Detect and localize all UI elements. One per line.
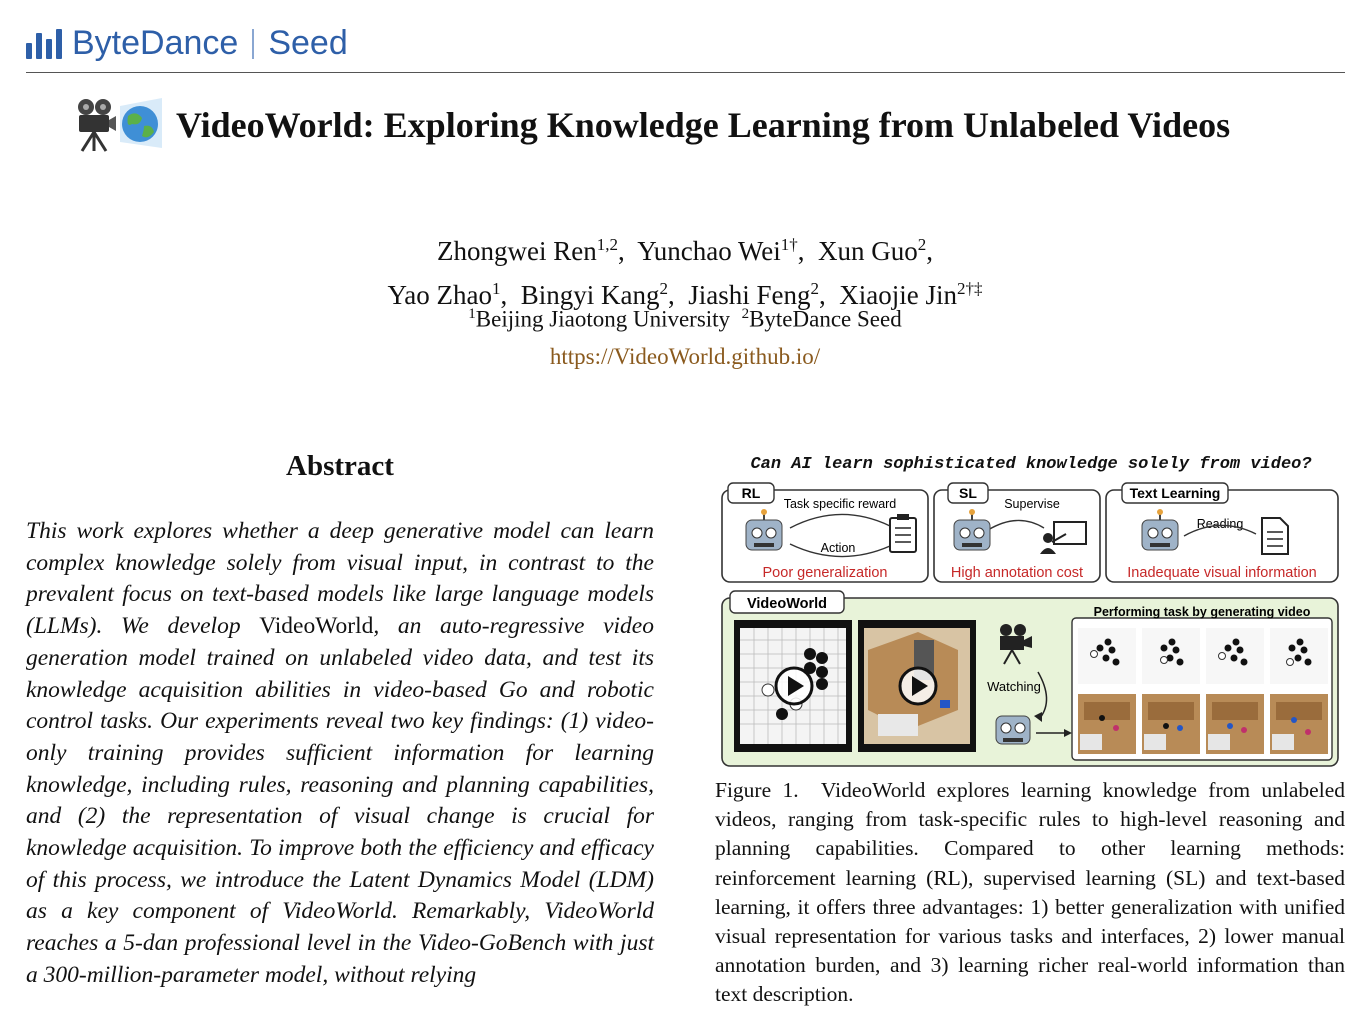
author-sup: 1	[492, 279, 501, 298]
affil-sup: 2	[741, 306, 750, 322]
author-name: Xun Guo	[818, 236, 918, 266]
author-sup: 1,2	[596, 235, 618, 254]
abstract-text-2: , an auto-regressive video generation model trained on unlabeled video data, and test its knowledge acquisition abilities in video-based Go and robotic control tasks. Our experiments reveal two key findings: (1) video-only training provides sufficient information for learning knowledge, including rules, reasoning and planning capabilities, and (2) the representation of visual change is crucial for knowledge acquisition. To improve both the efficiency and efficacy of this process, we introduce the Latent Dynamics Model (LDM) as a key component of VideoWorld. Remarkably, VideoWorld reaches a 5-dan professional level in the Video-GoBench with just a 300-million-parameter model, without relying	[26, 613, 654, 988]
go-frame	[1270, 628, 1328, 684]
affil-name: ByteDance Seed	[749, 306, 902, 332]
author-list	[0, 226, 1370, 314]
globe-icon	[116, 98, 162, 152]
sl-tag: SL	[959, 485, 977, 501]
affiliations	[0, 306, 1370, 333]
paper-title: VideoWorld: Exploring Knowledge Learning from Unlabeled Videos	[176, 105, 1231, 145]
rl-bottom-label: Action	[820, 541, 856, 555]
sl-panel	[934, 483, 1100, 582]
abstract-heading: Abstract	[286, 450, 394, 482]
robot-frame	[1078, 694, 1136, 754]
rl-panel	[722, 483, 928, 582]
author-name: Yao Zhao	[387, 280, 492, 310]
affil-name: Beijing Jiaotong University	[475, 306, 731, 332]
author-name: Bingyi Kang	[520, 280, 660, 310]
author-sup: 2†‡	[957, 279, 983, 298]
logo-bars-icon	[26, 29, 62, 59]
caption-text: VideoWorld explores learning knowledge from unlabeled videos, ranging from task-specific rules to high-level reasoning and planning capabilities. Compared to other learning methods: reinforcement learning (RL), supervised learning (SL) and text-based learning, it offers three advantages: 1) better generalization with unified visual representation for various tasks and interfaces, 2) lower manual annotation burden, and 3) learning richer real-world information than text description.	[715, 778, 1345, 1007]
affil-sup: 1	[468, 306, 476, 322]
text-learning-panel	[1106, 483, 1338, 582]
movie-camera-icon	[76, 98, 116, 152]
author-sup: 2	[917, 235, 927, 254]
clipboard-icon	[890, 514, 916, 552]
rl-top-label: Task specific reward	[783, 497, 897, 511]
header-rule	[26, 72, 1345, 73]
robot-frame	[1270, 694, 1328, 754]
author-name: Zhongwei Ren	[436, 236, 597, 266]
robot-frame	[1142, 694, 1200, 754]
go-frame	[1206, 628, 1264, 684]
title-row	[76, 98, 1230, 152]
watching-label: Watching	[987, 679, 1041, 694]
author-name: Yunchao Wei	[637, 236, 781, 266]
authors-line-1: Zhongwei Ren$^{1,2}$, Yunchao Wei$^{1\dagger}$, Xun Guo$^2$,	[436, 235, 934, 266]
robot-frame	[1206, 694, 1264, 754]
brand-primary: ByteDance	[72, 24, 239, 62]
author-sup: 2	[810, 279, 820, 298]
performing-label: Performing task by generating video	[1093, 605, 1311, 619]
sl-con: High annotation cost	[950, 565, 1084, 581]
abstract-body	[26, 516, 654, 992]
author-name: Jiashi Feng	[688, 280, 811, 310]
abstract-model-name: VideoWorld	[259, 613, 374, 640]
text-learning-top-label: Reading	[1196, 517, 1244, 531]
author-sup: 2	[659, 279, 668, 298]
videoworld-panel	[722, 591, 1338, 766]
document-icon	[1262, 518, 1288, 554]
bytedance-seed-logo	[26, 24, 348, 63]
go-video-thumbnail	[734, 620, 852, 752]
videoworld-tag: VideoWorld	[746, 596, 828, 612]
robot-icon	[996, 716, 1030, 744]
text-learning-con: Inadequate visual information	[1127, 565, 1317, 581]
abstract-text-1: This work explores whether a deep generative model can learn complex knowledge solely from visual input, in contrast to the prevalent focus on text-based models like large language models (LLMs). We develop	[26, 518, 654, 640]
rl-tag: RL	[741, 485, 761, 501]
caption-label: Figure 1.	[715, 778, 799, 802]
rl-con: Poor generalization	[762, 565, 888, 581]
go-frame	[1078, 628, 1136, 684]
robot-video-thumbnail	[858, 620, 976, 752]
logo-divider	[252, 29, 254, 59]
generated-video-panel	[1072, 605, 1332, 760]
figure-1	[718, 450, 1344, 770]
sl-top-label: Supervise	[1004, 497, 1060, 511]
author-name: Xiaojie Jin	[839, 280, 957, 310]
project-url-link[interactable]: https://VideoWorld.github.io/	[549, 344, 821, 369]
authors-line-2: Yao Zhao$^1$, Bingyi Kang$^2$, Jiashi Feng$^2$, Xiaojie Jin$^{2\dagger\ddagger}$	[387, 279, 983, 310]
text-learning-tag: Text Learning	[1129, 485, 1221, 501]
figure-question: Can AI learn sophisticated knowledge solely from video?	[750, 455, 1312, 474]
go-frame	[1142, 628, 1200, 684]
figure-caption	[715, 776, 1345, 1010]
brand-secondary: Seed	[268, 24, 348, 62]
author-sup: 1†	[780, 235, 798, 254]
